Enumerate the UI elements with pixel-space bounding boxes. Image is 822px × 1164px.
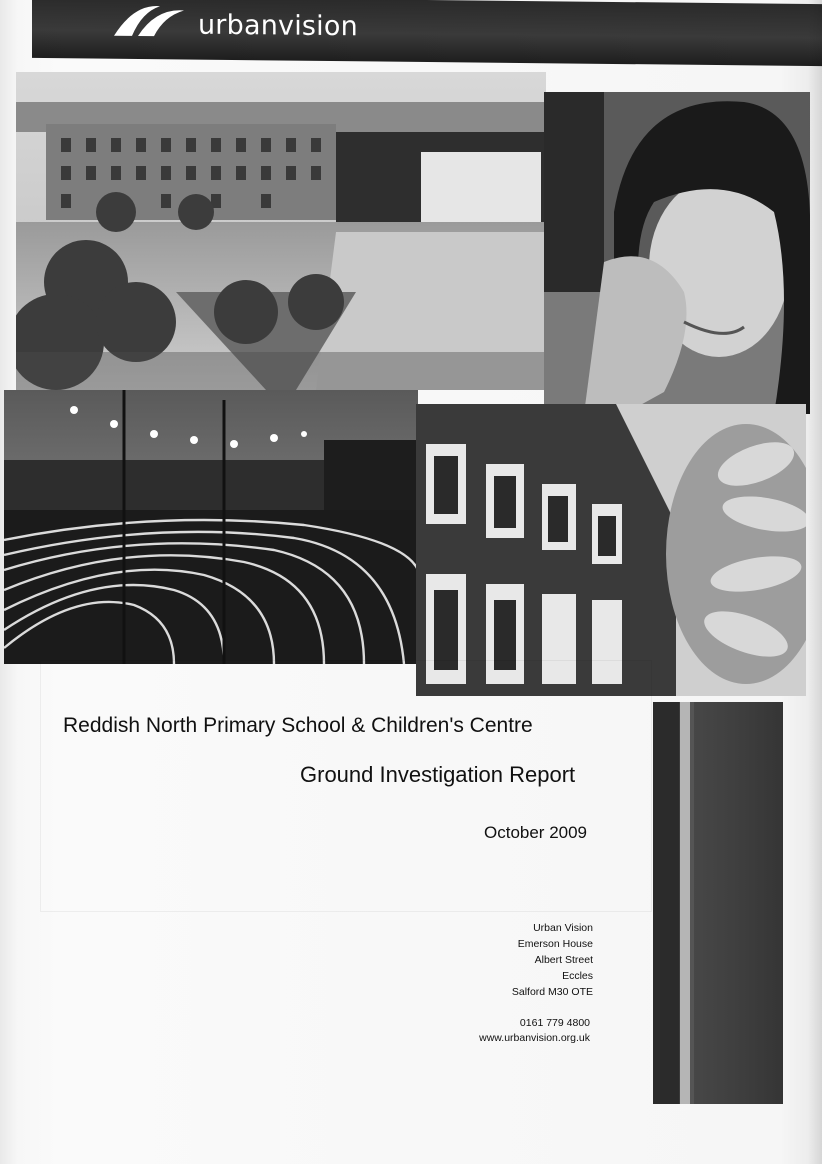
page-edge-shadow <box>808 0 822 1164</box>
report-title-line1: Reddish North Primary School & Children's Centre <box>63 714 533 737</box>
report-date: October 2009 <box>484 823 588 842</box>
road-night-photo <box>4 390 418 664</box>
address-line: Eccles <box>562 970 593 982</box>
address-block <box>440 920 593 1000</box>
address-line: Salford M30 OTE <box>511 986 593 998</box>
address-line: Emerson House <box>517 938 593 950</box>
contact-block <box>440 1016 590 1046</box>
arch-logo-icon <box>112 0 188 40</box>
report-title-line2: Ground Investigation Report <box>300 762 576 787</box>
stripe-light-band <box>680 702 690 1104</box>
terraced-houses-photo <box>416 404 806 696</box>
woman-photo <box>544 92 810 414</box>
address-line: Albert Street <box>534 954 593 966</box>
stripe-wide-band <box>694 702 783 1104</box>
stripe-dark-band <box>653 702 679 1104</box>
decorative-stripe <box>653 702 783 1104</box>
address-line: Urban Vision <box>533 922 593 934</box>
header-bar <box>32 0 822 66</box>
brand-name: urbanvision <box>198 9 358 43</box>
website-link[interactable]: www.urbanvision.org.uk <box>479 1032 590 1044</box>
building-photo <box>16 72 546 390</box>
phone-number: 0161 779 4800 <box>519 1017 590 1029</box>
